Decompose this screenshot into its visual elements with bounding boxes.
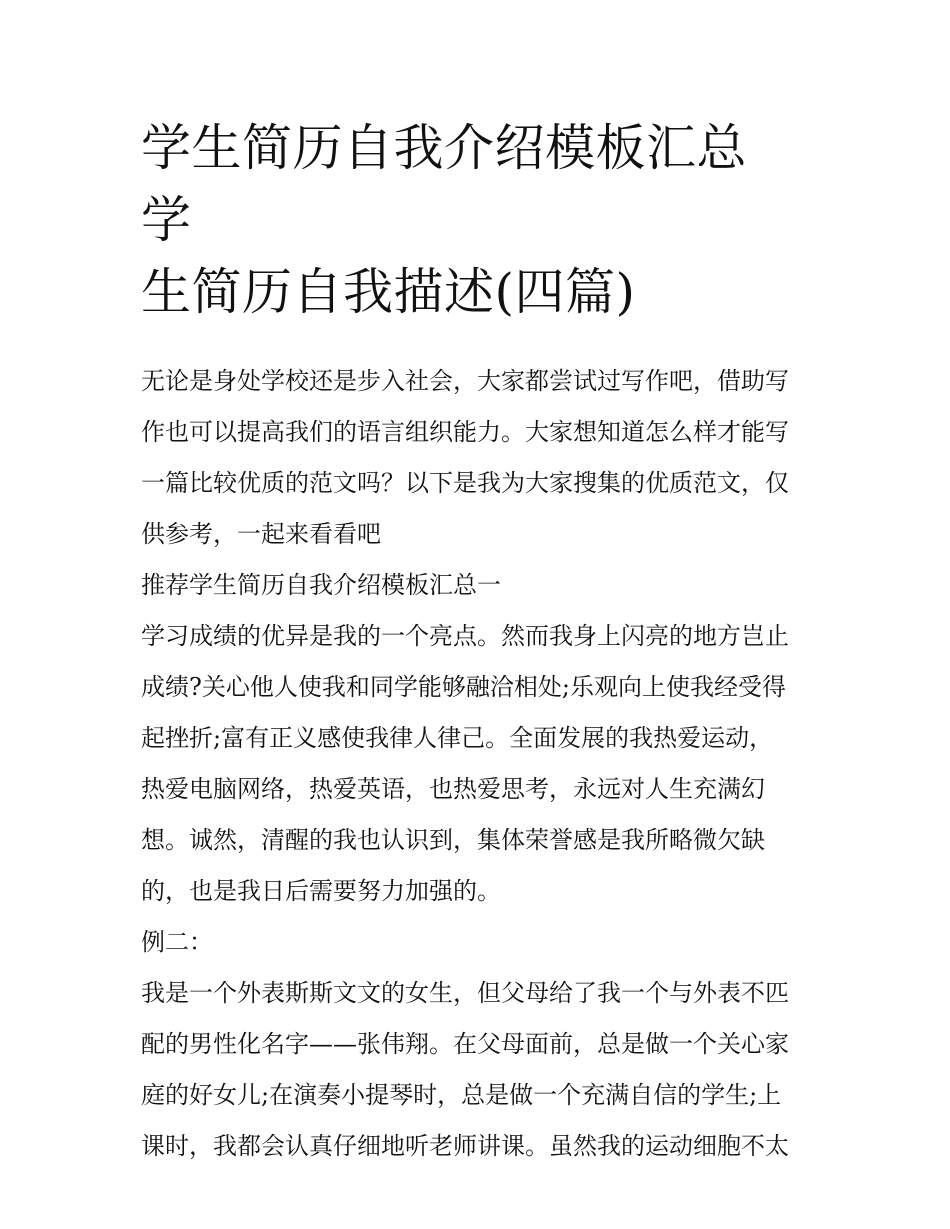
document-title: 学生简历自我介绍模板汇总 学 生简历自我描述(四篇) [141, 119, 747, 321]
document-body [141, 356, 813, 1172]
example-two-label: 例二： [141, 928, 213, 956]
intro-paragraph: 无论是身处学校还是步入社会，大家都尝试过写作吧，借助写 作也可以提高我们的语言组织能力。大家想知道怎么样才能写 一篇比较优质的范文吗？以下是我为大家搜集的优质范文，仅 供参考，一起来看看吧 [141, 367, 789, 548]
example-one-paragraph: 学习成绩的优异是我的一个亮点。然而我身上闪亮的地方岂止 成绩?关心他人使我和同学能够融洽相处;乐观向上使我经受得 起挫折;富有正义感使我律人律己。全面发展的我热爱运动， 热爱电脑网络，热爱英语，也热爱思考，永远对人生充满幻 想。诚然，清醒的我也认识到，集体荣誉感是我所略微欠缺 的，也是我日后需要努力加强的。 [141, 622, 789, 905]
example-two-paragraph: 我是一个外表斯斯文文的女生，但父母给了我一个与外表不匹 配的男性化名字——张伟翔。在父母面前，总是做一个关心家 庭的好女儿;在演奏小提琴时，总是做一个充满自信的学生;上 课时，我都会认真仔细地听老师讲课。虽然我的运动细胞不太 [141, 979, 789, 1160]
document-page [141, 112, 813, 1172]
section-heading: 推荐学生简历自我介绍模板汇总一 [141, 571, 501, 599]
